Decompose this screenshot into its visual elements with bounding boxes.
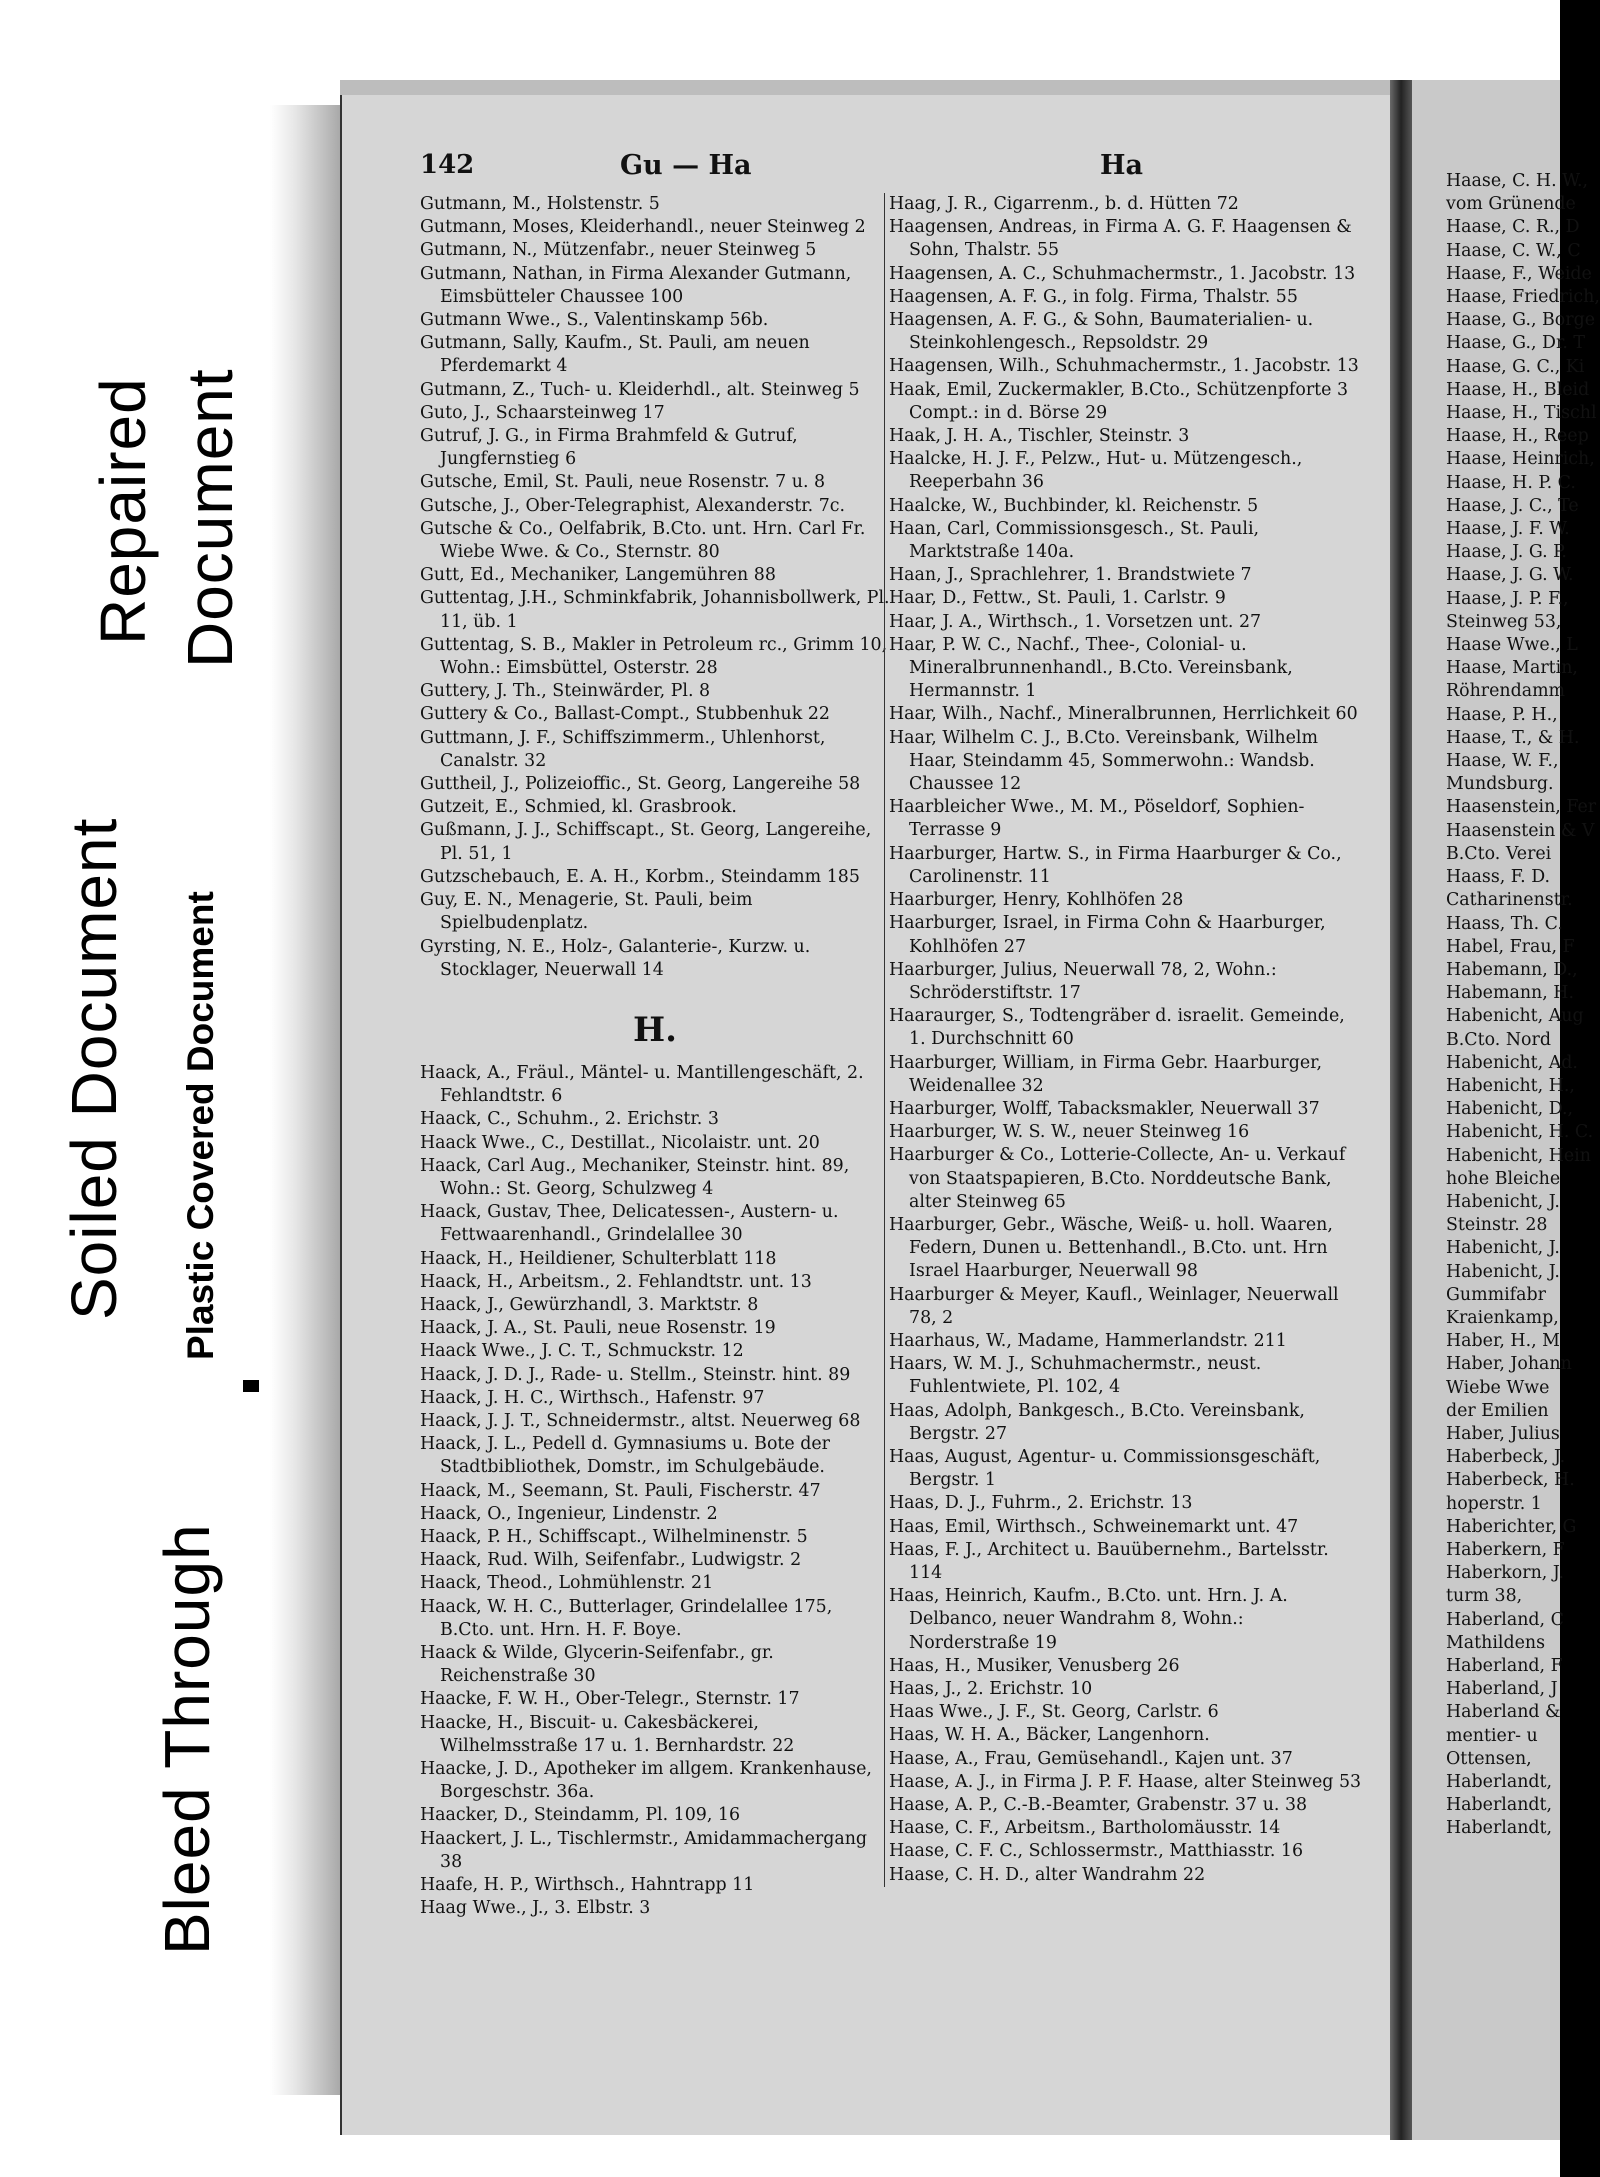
directory-entry: Haack, J. J. T., Schneidermstr., altst. Neuerweg 68 [420, 1410, 861, 1431]
directory-entry: Habenicht, H. C. [1446, 1122, 1594, 1143]
directory-entry: Steinstr. 28 [1446, 1215, 1548, 1236]
directory-entry: Habel, Frau, F [1446, 936, 1575, 957]
directory-entry: Habenicht, J. [1446, 1191, 1560, 1212]
directory-entry: Haber, Johann [1446, 1354, 1572, 1375]
directory-entry: Haas, D. J., Fuhrm., 2. Erichstr. 13 [889, 1493, 1193, 1514]
section-letter: H. [633, 1009, 677, 1050]
directory-entry: Haasenstein & V [1446, 820, 1595, 841]
directory-entry: Röhrendamm [1446, 681, 1566, 702]
repaired-stamp: Repaired [87, 377, 159, 645]
directory-entry: Haase, C. R., D [1446, 217, 1580, 238]
directory-entry: hohe Bleiche [1446, 1168, 1561, 1189]
document-stamp: Document [174, 368, 246, 668]
directory-entry: Haase, C. W., C [1446, 240, 1581, 261]
directory-entry: Haack, W. H. C., Butterlager, Grindelallee 175, B.Cto. unt. Hrn. H. F. Boye. [420, 1596, 833, 1640]
directory-entry: Haack, J. D. J., Rade- u. Stellm., Steinstr. hint. 89 [420, 1364, 851, 1385]
directory-entry: Gutruf, J. G., in Firma Brahmfeld & Gutruf, Jungfernstieg 6 [420, 426, 798, 470]
left-margin [0, 0, 300, 2177]
directory-entry: Haas Wwe., J. F., St. Georg, Carlstr. 6 [889, 1702, 1219, 1723]
directory-entry: Haase, H., Reep [1446, 426, 1589, 447]
directory-entry: Habenicht, Aug [1446, 1006, 1584, 1027]
directory-entry: Haag, J. R., Cigarrenm., b. d. Hütten 72 [889, 194, 1239, 214]
directory-entry: Habemann, D., [1446, 959, 1578, 980]
directory-entry: Haase, Martin, [1446, 658, 1578, 679]
directory-entry: Haar, Wilh., Nachf., Mineralbrunnen, Herrlichkeit 60 [889, 704, 1358, 725]
directory-entry: Guttery, J. Th., Steinwärder, Pl. 8 [420, 681, 711, 702]
directory-entry: Haberland, C [1446, 1609, 1564, 1630]
directory-entry: Haagensen, A. C., Schuhmachermstr., 1. Jacobstr. 13 [889, 263, 1356, 284]
directory-entry: Haarburger, Henry, Kohlhöfen 28 [889, 890, 1184, 911]
left-column [420, 193, 890, 1920]
directory-entry: Haase, J. G. P. [1446, 542, 1567, 563]
directory-entry: Haase Wwe., L [1446, 635, 1578, 656]
directory-entry: Haack, Rud. Wilh, Seifenfabr., Ludwigstr. 2 [420, 1550, 802, 1571]
directory-entry: Haase, C. H. D., alter Wandrahm 22 [889, 1864, 1206, 1885]
soiled-document-stamp: Soiled Document [58, 817, 130, 1320]
plastic-covered-stamp: Plastic Covered Document [180, 891, 221, 1360]
directory-entry: Haberbeck, H. [1446, 1470, 1575, 1491]
directory-entry: Haagensen, A. F. G., in folg. Firma, Thalstr. 55 [889, 286, 1298, 307]
directory-entry: Habenicht, J. [1446, 1261, 1560, 1282]
directory-entry: Haberland & [1446, 1702, 1561, 1723]
book-gutter [1390, 80, 1412, 2140]
directory-entry: Haberichter, G [1446, 1516, 1577, 1537]
directory-entry: Haarburger, Wolff, Tabacksmakler, Neuerwall 37 [889, 1098, 1320, 1119]
directory-entry: Gutzschebauch, E. A. H., Korbm., Steindamm 185 [420, 866, 860, 887]
directory-entry: Gutmann, M., Holstenstr. 5 [420, 194, 660, 214]
directory-entry: Haalcke, H. J. F., Pelzw., Hut- u. Mützengesch., Reeperbahn 36 [889, 449, 1303, 493]
directory-entry: Haberland, J [1446, 1679, 1558, 1700]
directory-entry: Haase, G., Dr. T [1446, 333, 1586, 354]
directory-entry: Haase, Friedrich, [1446, 287, 1600, 308]
directory-entry: Haarburger, Gebr., Wäsche, Weiß- u. holl. Waaren, Federn, Dunen u. Bettenhandl., B.Cto. unt. Hrn Israel Haarburger, Neuerwall 98 [889, 1214, 1333, 1282]
directory-entry: Gutmann, Nathan, in Firma Alexander Gutmann, Eimsbütteler Chaussee 100 [420, 263, 852, 307]
directory-entry: Habenicht, Ad. [1446, 1052, 1578, 1073]
directory-entry: Guttery & Co., Ballast-Compt., Stubbenhuk 22 [420, 704, 830, 725]
directory-entry: Haase, G., Borge [1446, 310, 1596, 331]
directory-entry: Haar, Wilhelm C. J., B.Cto. Vereinsbank, Wilhelm Haar, Steindamm 45, Sommerwohn.: Wandsb. Chaussee 12 [889, 727, 1318, 795]
directory-entry: Gutsche, Emil, St. Pauli, neue Rosenstr. 7 u. 8 [420, 472, 826, 493]
facing-page-column [1446, 170, 1600, 1841]
directory-entry: Haas, J., 2. Erichstr. 10 [889, 1679, 1093, 1699]
directory-entry: Gyrsting, N. E., Holz-, Galanterie-, Kurzw. u. Stocklager, Neuerwall 14 [420, 936, 811, 980]
directory-entry: Wiebe Wwe [1446, 1377, 1550, 1398]
directory-entry: Haack Wwe., J. C. T., Schmuckstr. 12 [420, 1341, 744, 1362]
directory-entry: Haarhaus, W., Madame, Hammerlandstr. 211 [889, 1330, 1287, 1351]
directory-entry: Haack, O., Ingenieur, Lindenstr. 2 [420, 1503, 718, 1524]
directory-entry: Haar, P. W. C., Nachf., Thee-, Colonial- u. Mineralbrunnenhandl., B.Cto. Vereinsbank, Hermannstr. 1 [889, 634, 1293, 702]
directory-entry: Haack & Wilde, Glycerin-Seifenfabr., gr. Reichenstraße 30 [420, 1642, 774, 1687]
directory-entry: Haarburger & Meyer, Kaufl., Weinlager, Neuerwall 78, 2 [889, 1284, 1339, 1328]
directory-entry: B.Cto. Verei [1446, 843, 1552, 864]
directory-entry: Catharinenstr. [1446, 890, 1573, 911]
directory-entry: Haagensen, Andreas, in Firma A. G. F. Haagensen & Sohn, Thalstr. 55 [889, 217, 1352, 261]
directory-entry: Haagensen, Wilh., Schuhmachermstr., 1. Jacobstr. 13 [889, 356, 1359, 377]
directory-entry: Haberland, F [1446, 1656, 1563, 1676]
directory-entry: Haase, Heinrich, [1446, 449, 1595, 470]
directory-entry: Gutmann, Z., Tuch- u. Kleiderhdl., alt. Steinweg 5 [420, 379, 860, 400]
right-running-title: Ha [1100, 150, 1144, 181]
directory-entry: Haase, W. F., [1446, 751, 1559, 772]
directory-entry: Haack, M., Seemann, St. Pauli, Fischerstr. 47 [420, 1480, 821, 1501]
directory-entry: Haass, F. D. [1446, 867, 1551, 888]
bleed-through-stamp: Bleed Through [151, 1523, 223, 1955]
directory-entry: Haan, J., Sprachlehrer, 1. Brandstwiete 7 [889, 565, 1252, 586]
right-entry-list [889, 193, 1364, 1887]
directory-entry: Haack, J. L., Pedell d. Gymnasiums u. Bote der Stadtbibliothek, Domstr., im Schulgebäude. [420, 1434, 830, 1478]
directory-entry: Haas, August, Agentur- u. Commissionsgeschäft, Bergstr. 1 [889, 1446, 1321, 1491]
directory-entry: Haase, H., Tischl [1446, 403, 1597, 424]
directory-entry: Haacke, H., Biscuit- u. Cakesbäckerei, Wilhelmsstraße 17 u. 1. Bernhardstr. 22 [420, 1712, 795, 1756]
directory-entry: Haber, Julius [1446, 1423, 1560, 1444]
directory-entry: Haack, Gustav, Thee, Delicatessen-, Austern- u. Fettwaarenhandl., Grindelallee 30 [420, 1202, 839, 1246]
directory-entry: Kraienkamp, [1446, 1307, 1559, 1328]
directory-entry: Haaraurger, S., Todtengräber d. israelit. Gemeinde, 1. Durchschnitt 60 [889, 1006, 1345, 1050]
directory-entry: Haas, Adolph, Bankgesch., B.Cto. Vereinsbank, Bergstr. 27 [889, 1400, 1305, 1444]
left-running-title: Gu — Ha [620, 150, 752, 181]
directory-entry: Haarburger & Co., Lotterie-Collecte, An- u. Verkauf von Staatspapieren, B.Cto. Norddeutsche Bank, alter Steinweg 65 [889, 1145, 1346, 1212]
directory-entry: Haacke, F. W. H., Ober-Telegr., Sternstr. 17 [420, 1689, 800, 1710]
directory-entry: Haase, A., Frau, Gemüsehandl., Kajen unt. 37 [889, 1748, 1293, 1769]
directory-entry: Haasenstein, Fer [1446, 797, 1597, 818]
directory-entry: Gutmann, N., Mützenfabr., neuer Steinweg 5 [420, 240, 817, 261]
directory-entry: Haak, J. H. A., Tischler, Steinstr. 3 [889, 426, 1190, 447]
directory-entry: vom Grünende [1446, 194, 1576, 215]
directory-entry: mentier- u [1446, 1725, 1538, 1746]
directory-entry: Haberlandt, [1446, 1818, 1553, 1839]
directory-entry: Mathildens [1446, 1632, 1546, 1653]
directory-entry: Haarburger, Julius, Neuerwall 78, 2, Wohn.: Schröderstiftstr. 17 [889, 959, 1277, 1003]
directory-entry: Haase, C. H. W., [1446, 171, 1589, 191]
directory-entry: Haase, J. G. W. [1446, 565, 1574, 586]
directory-entry: Steinweg 53, [1446, 611, 1562, 632]
left-h-entry-list [420, 1062, 890, 1921]
directory-entry: Haase, T., & H. [1446, 727, 1580, 748]
stamp-divider [243, 1380, 259, 1392]
directory-entry: Haas, W. H. A., Bäcker, Langenhorn. [889, 1725, 1210, 1746]
directory-entry: Haack, J. A., St. Pauli, neue Rosenstr. 19 [420, 1318, 776, 1339]
directory-entry: Gußmann, J. J., Schiffscapt., St. Georg, Langereihe, Pl. 51, 1 [420, 820, 872, 864]
directory-entry: Haberkorn, J. [1446, 1563, 1564, 1584]
directory-entry: Haase, J. F. W. [1446, 519, 1570, 540]
directory-entry: Guy, E. N., Menagerie, St. Pauli, beim Spielbudenplatz. [420, 890, 753, 934]
book-spine-shadow [270, 105, 350, 2095]
directory-entry: Habenicht, D., [1446, 1099, 1574, 1120]
page-header [420, 150, 1380, 190]
directory-entry: Habenicht, Hein [1446, 1145, 1591, 1166]
directory-entry: turm 38, [1446, 1586, 1523, 1607]
directory-entry: Haack, P. H., Schiffscapt., Wilhelminenstr. 5 [420, 1526, 808, 1547]
directory-entry: Haarburger, W. S. W., neuer Steinweg 16 [889, 1122, 1250, 1143]
directory-entry: Haas, Emil, Wirthsch., Schweinemarkt unt. 47 [889, 1516, 1299, 1537]
directory-entry: Haberkern, F [1446, 1539, 1565, 1560]
directory-entry: Haacker, D., Steindamm, Pl. 109, 16 [420, 1805, 741, 1826]
directory-entry: Guto, J., Schaarsteinweg 17 [420, 402, 665, 423]
directory-entry: Ottensen, [1446, 1748, 1532, 1769]
directory-entry: Guttentag, J.H., Schminkfabrik, Johannisbollwerk, Pl. 11, üb. 1 [420, 588, 890, 632]
directory-entry: Gutmann, Moses, Kleiderhandl., neuer Steinweg 2 [420, 217, 866, 238]
directory-entry: Haase, H. P. C. [1446, 472, 1576, 493]
directory-entry: Haase, G. C., Ki [1446, 356, 1585, 377]
right-column [884, 193, 1364, 1887]
directory-entry: Haack, H., Arbeitsm., 2. Fehlandtstr. unt. 13 [420, 1271, 812, 1292]
directory-entry: Haak, Emil, Zuckermakler, B.Cto., Schützenpforte 3 Compt.: in d. Börse 29 [889, 379, 1349, 423]
directory-entry: Haberbeck, J. [1446, 1447, 1566, 1468]
directory-entry: hoperstr. 1 [1446, 1493, 1542, 1514]
directory-entry: Haacke, J. D., Apotheker im allgem. Krankenhause, Borgeschstr. 36a. [420, 1759, 872, 1803]
directory-entry: Haack, Carl Aug., Mechaniker, Steinstr. hint. 89, Wohn.: St. Georg, Schulzweg 4 [420, 1155, 850, 1199]
directory-entry: Haag Wwe., J., 3. Elbstr. 3 [420, 1898, 651, 1919]
directory-entry: Haase, P. H., [1446, 704, 1558, 725]
directory-entry: Habemann, H. [1446, 983, 1574, 1004]
directory-entry: Haarburger, Hartw. S., in Firma Haarburger & Co., Carolinenstr. 11 [889, 843, 1342, 887]
directory-entry: Haack, J., Gewürzhandl, 3. Marktstr. 8 [420, 1294, 759, 1315]
directory-entry: Haafe, H. P., Wirthsch., Hahntrapp 11 [420, 1875, 755, 1896]
directory-entry: Haagensen, A. F. G., & Sohn, Baumaterialien- u. Steinkohlengesch., Repsoldstr. 29 [889, 310, 1314, 354]
directory-entry: Habenicht, J. [1446, 1238, 1560, 1259]
directory-entry: Haack, H., Heildiener, Schulterblatt 118 [420, 1248, 777, 1269]
directory-entry: B.Cto. Nord [1446, 1029, 1551, 1050]
directory-entry: der Emilien [1446, 1400, 1549, 1421]
directory-entry: Guttheil, J., Polizeioffic., St. Georg, Langereihe 58 [420, 774, 861, 795]
directory-entry: Haass, Th. C. [1446, 913, 1563, 934]
directory-entry: Haalcke, W., Buchbinder, kl. Reichenstr. 5 [889, 495, 1259, 516]
directory-entry: Haase, C. F., Arbeitsm., Bartholomäusstr. 14 [889, 1818, 1281, 1839]
directory-entry: Haarbleicher Wwe., M. M., Pöseldorf, Sophien-Terrasse 9 [889, 797, 1305, 841]
directory-entry: Haase, C. F. C., Schlossermstr., Matthiasstr. 16 [889, 1841, 1304, 1862]
directory-entry: Mundsburg. [1446, 774, 1554, 795]
facing-entry-list [1446, 170, 1600, 1841]
directory-entry: Habenicht, H., [1446, 1075, 1575, 1096]
directory-entry: Haber, H., M [1446, 1331, 1560, 1352]
directory-entry: Guttmann, J. F., Schiffszimmerm., Uhlenhorst, Canalstr. 32 [420, 727, 826, 771]
directory-entry: Haack, J. H. C., Wirthsch., Hafenstr. 97 [420, 1387, 765, 1408]
directory-entry: Haase, F., Weide [1446, 263, 1592, 284]
directory-entry: Gummifabr [1446, 1284, 1546, 1305]
directory-entry: Haas, F. J., Architect u. Bauübernehm., Bartelsstr. 114 [889, 1539, 1329, 1583]
directory-entry: Haack Wwe., C., Destillat., Nicolaistr. unt. 20 [420, 1132, 820, 1153]
directory-entry: Haar, D., Fettw., St. Pauli, 1. Carlstr. 9 [889, 588, 1226, 609]
directory-entry: Haase, H., Bleid [1446, 379, 1590, 400]
directory-entry: Haase, A. P., C.-B.-Beamter, Grabenstr. 37 u. 38 [889, 1795, 1308, 1816]
directory-entry: Gutmann, Sally, Kaufm., St. Pauli, am neuen Pferdemarkt 4 [420, 333, 810, 377]
directory-entry: Haar, J. A., Wirthsch., 1. Vorsetzen unt. 27 [889, 611, 1262, 632]
left-entry-list [420, 193, 890, 982]
directory-entry: Haarburger, William, in Firma Gebr. Haarburger, Weidenallee 32 [889, 1052, 1323, 1096]
directory-entry: Haase, A. J., in Firma J. P. F. Haase, alter Steinweg 53 [889, 1771, 1362, 1792]
directory-entry: Gutsche, J., Ober-Telegraphist, Alexanderstr. 7c. [420, 495, 846, 516]
directory-entry: Haars, W. M. J., Schuhmachermstr., neust. Fuhlentwiete, Pl. 102, 4 [889, 1354, 1262, 1398]
directory-entry: Haas, H., Musiker, Venusberg 26 [889, 1655, 1180, 1676]
directory-entry: Haack, A., Fräul., Mäntel- u. Mantillengeschäft, 2. Fehlandtstr. 6 [420, 1062, 864, 1107]
directory-entry: Haan, Carl, Commissionsgesch., St. Pauli, Marktstraße 140a. [889, 518, 1260, 563]
directory-entry: Haase, J. P. F., [1446, 588, 1569, 609]
directory-entry: Haarburger, Israel, in Firma Cohn & Haarburger, Kohlhöfen 27 [889, 913, 1326, 957]
directory-entry: Haberlandt, [1446, 1795, 1553, 1816]
directory-entry: Guttentag, S. B., Makler in Petroleum rc., Grimm 10, Wohn.: Eimsbüttel, Osterstr. 28 [420, 634, 888, 679]
directory-entry: Gutzeit, E., Schmied, kl. Grasbrook. [420, 797, 737, 818]
directory-entry: Haackert, J. L., Tischlermstr., Amidammachergang 38 [420, 1828, 868, 1872]
directory-entry: Haack, C., Schuhm., 2. Erichstr. 3 [420, 1109, 719, 1130]
directory-entry: Gutmann Wwe., S., Valentinskamp 56b. [420, 310, 769, 331]
directory-entry: Haase, J. C., Te [1446, 495, 1579, 516]
directory-entry: Gutsche & Co., Oelfabrik, B.Cto. unt. Hrn. Carl Fr. Wiebe Wwe. & Co., Sternstr. 80 [420, 518, 866, 563]
directory-entry: Haas, Heinrich, Kaufm., B.Cto. unt. Hrn. J. A. Delbanco, neuer Wandrahm 8, Wohn.: Norderstraße 19 [889, 1586, 1288, 1653]
directory-entry: Gutt, Ed., Mechaniker, Langemühren 88 [420, 565, 776, 586]
page-number: 142 [420, 150, 475, 180]
directory-entry: Haberlandt, [1446, 1772, 1553, 1793]
directory-entry: Haack, Theod., Lohmühlenstr. 21 [420, 1573, 714, 1594]
